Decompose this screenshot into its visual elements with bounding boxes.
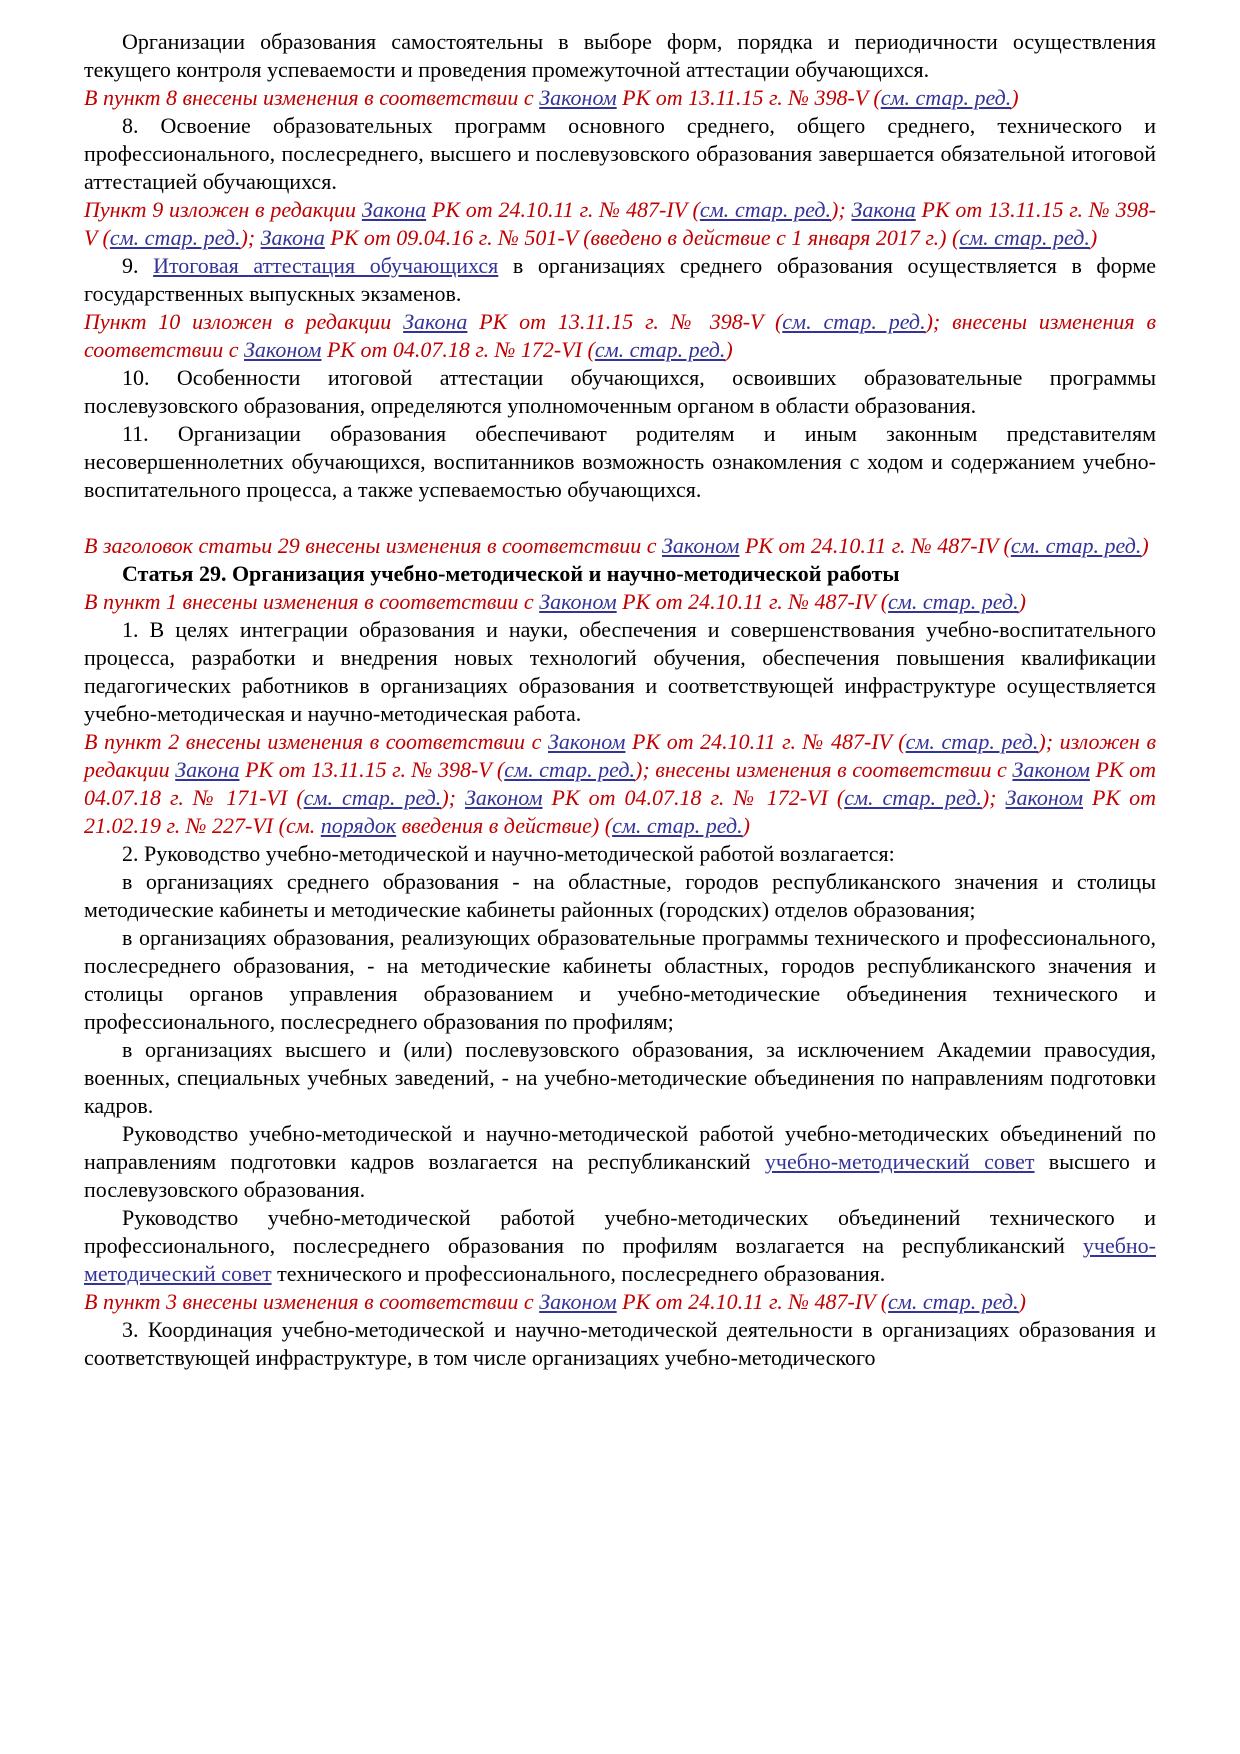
law-link[interactable]: порядок: [320, 813, 397, 838]
law-link[interactable]: Законом: [661, 533, 740, 558]
text-run: В пункт 2 внесены изменения в соответствии с: [84, 729, 548, 754]
text-run: РК от 21.02.19 г. № 227-VI (см.: [84, 785, 1157, 838]
law-link[interactable]: Законом: [465, 785, 543, 810]
text-run: ): [1089, 225, 1098, 250]
law-link[interactable]: Закона: [851, 197, 916, 222]
law-link[interactable]: Законом: [547, 729, 626, 754]
text-run: ): [1011, 85, 1019, 110]
text-run: 11. Организации образования обеспечивают родителям и иным законным представителям несовершеннолетних обучающихся, воспитанников возможность ознакомления с ходом и содержанием учебно-воспитательного процесса, а также успеваемостью обучающихся.: [84, 421, 1156, 502]
law-link[interactable]: Закона: [361, 197, 427, 222]
text-run: РК от 13.11.15 г. № 398-V (: [239, 757, 505, 782]
paragraph: [84, 1204, 1156, 1288]
law-link[interactable]: см. стар. ред.: [888, 1289, 1019, 1314]
text-run: 8. Освоение образовательных программ основного среднего, общего среднего, технического и профессионального, послесреднего, высшего и послевузовского образования завершается обязательной итоговой аттестацией обучающихся.: [84, 113, 1156, 194]
text-run: ): [742, 813, 750, 838]
amendment-note: [84, 728, 1156, 840]
law-link[interactable]: Закона: [175, 757, 240, 782]
amendment-note: [84, 532, 1156, 560]
text-run: В заголовок статьи 29 внесены изменения в соответствии с: [84, 533, 662, 558]
law-link[interactable]: Законом: [539, 589, 617, 614]
amendment-note: [84, 308, 1156, 364]
text-run: Руководство учебно-методической работой учебно-методических объединений технического и профессионального, послесреднего образования по профилям возлагается на республиканский: [84, 1205, 1156, 1258]
text-run: В пункт 3 внесены изменения в соответствии с: [84, 1289, 540, 1314]
text-run: ); внесены изменения в соответствии с: [635, 757, 1013, 782]
article-heading: [84, 560, 1156, 588]
text-run: );: [831, 197, 852, 222]
law-link[interactable]: Законом: [243, 337, 322, 362]
text-run: в организациях высшего и (или) послевузовского образования, за исключением Академии правосудия, военных, специальных учебных заведений, - на учебно-методические объединения по направлениям подготовки кадров.: [84, 1037, 1156, 1118]
text-run: ): [725, 337, 733, 362]
document-body: [84, 28, 1156, 1372]
text-run: введения в действие) (: [396, 813, 613, 838]
text-run: РК от 24.10.11 г. № 487-IV (: [616, 1289, 889, 1314]
text-run: Статья 29. Организация учебно-методической и научно-методической работы: [122, 561, 900, 586]
text-run: РК от 09.04.16 г. № 501-V (введено в действие с 1 января 2017 г.) (: [324, 225, 960, 250]
text-run: В пункт 8 внесены изменения в соответствии с: [84, 85, 540, 110]
amendment-note: [84, 588, 1156, 616]
law-link[interactable]: см. стар. ред.: [888, 589, 1019, 614]
text-run: ): [1018, 589, 1026, 614]
blank-line: [84, 504, 1156, 532]
text-run: ): [1141, 533, 1149, 558]
law-link[interactable]: Законом: [1005, 785, 1084, 810]
text-run: РК от 24.10.11 г. № 487-IV (: [426, 197, 700, 222]
text-run: в организациях среднего образования осуществляется в форме государственных выпускных экзаменов.: [84, 253, 1157, 306]
text-run: Пункт 10 изложен в редакции: [84, 309, 404, 334]
paragraph: [84, 616, 1156, 728]
law-link[interactable]: Законом: [539, 85, 617, 110]
text-run: 2. Руководство учебно-методической и научно-методической работой возлагается:: [122, 841, 895, 866]
law-link[interactable]: Итоговая аттестация обучающихся: [153, 253, 499, 278]
law-link[interactable]: см. стар. ред.: [844, 785, 982, 810]
law-link[interactable]: Законом: [539, 1289, 617, 1314]
text-run: Пункт 9 изложен в редакции: [84, 197, 362, 222]
paragraph: [84, 1120, 1156, 1204]
text-run: );: [981, 785, 1006, 810]
paragraph: [84, 420, 1156, 504]
paragraph: [84, 924, 1156, 1036]
law-link[interactable]: см. стар. ред.: [612, 813, 743, 838]
text-run: РК от 13.11.15 г. № 398-V (: [616, 85, 881, 110]
text-run: в организациях среднего образования - на областные, городов республиканского значения и столицы методические кабинеты и методические кабинеты районных (городских) отделов образования;: [84, 869, 1156, 922]
text-run: РК от 24.10.11 г. № 487-IV (: [625, 729, 906, 754]
law-link[interactable]: см. стар. ред.: [303, 785, 442, 810]
text-run: РК от 13.11.15 г. № 398-V (: [467, 309, 783, 334]
text-run: ); изложен в редакции: [84, 729, 1156, 782]
text-run: РК от 24.10.11 г. № 487-IV (: [616, 589, 889, 614]
text-run: в организациях образования, реализующих образовательные программы технического и профессионального, послесреднего образования, - на методические кабинеты областных, городов республиканского значения и столицы органов управления образованием и учебно-методические объединения технического и профессионального, послесреднего образования по профилям;: [84, 925, 1156, 1034]
law-link[interactable]: см. стар. ред.: [959, 225, 1090, 250]
law-link[interactable]: Закона: [260, 225, 325, 250]
law-link[interactable]: Законом: [1012, 757, 1090, 782]
text-run: );: [240, 225, 261, 250]
text-run: 1. В целях интеграции образования и науки, обеспечения и совершенствования учебно-воспитательного процесса, разработки и внедрения новых технологий обучения, обеспечения повышения квалификации педагогических работников в организациях образования и соответствующей инфраструктуре осуществляется учебно-методическая и научно-методическая работа.: [84, 617, 1156, 726]
amendment-note: [84, 1288, 1156, 1316]
paragraph: [84, 28, 1156, 84]
paragraph: [84, 364, 1156, 420]
amendment-note: [84, 196, 1156, 252]
law-link[interactable]: см. стар. ред.: [109, 225, 241, 250]
paragraph: [84, 1316, 1156, 1372]
text-run: РК от 04.07.18 г. № 172-VI (: [542, 785, 845, 810]
paragraph: [84, 112, 1156, 196]
text-run: РК от 04.07.18 г. № 171-VI (: [84, 757, 1157, 810]
text-run: РК от 13.11.15 г. № 398-V (: [84, 197, 1157, 250]
law-link[interactable]: см. стар. ред.: [880, 85, 1012, 110]
paragraph: [84, 868, 1156, 924]
text-run: технического и профессионального, послесреднего образования.: [271, 1261, 886, 1286]
law-link[interactable]: см. стар. ред.: [782, 309, 926, 334]
text-run: высшего и послевузовского образования.: [84, 1149, 1157, 1202]
paragraph: [84, 1036, 1156, 1120]
text-run: Руководство учебно-методической и научно-методической работой учебно-методических объединений по направлениям подготовки кадров возлагается на республиканский: [84, 1121, 1156, 1174]
text-run: РК от 24.10.11 г. № 487-IV (: [739, 533, 1011, 558]
text-run: ); внесены изменения в соответствии с: [84, 309, 1156, 362]
law-link[interactable]: учебно-методический совет: [84, 1233, 1156, 1286]
text-run: 10. Особенности итоговой аттестации обучающихся, освоивших образовательные программы послевузовского образования, определяются уполномоченным органом в области образования.: [84, 365, 1156, 418]
law-link[interactable]: см. стар. ред.: [594, 337, 726, 362]
law-link[interactable]: Закона: [403, 309, 468, 334]
text-run: );: [441, 785, 466, 810]
text-run: 3. Координация учебно-методической и научно-методической деятельности в организациях образования и соответствующей инфраструктуре, в том числе организациях учебно-методического: [84, 1317, 1156, 1370]
law-link[interactable]: см. стар. ред.: [699, 197, 832, 222]
text-run: ): [1018, 1289, 1026, 1314]
text-run: Организации образования самостоятельны в выборе форм, порядка и периодичности осуществления текущего контроля успеваемости и проведения промежуточной аттестации обучающихся.: [84, 29, 1156, 82]
text-run: 9.: [122, 253, 154, 278]
paragraph: [84, 840, 1156, 868]
law-link[interactable]: учебно-методический совет: [764, 1149, 1035, 1174]
law-link[interactable]: см. стар. ред.: [905, 729, 1039, 754]
text-run: В пункт 1 внесены изменения в соответствии с: [84, 589, 540, 614]
law-link[interactable]: см. стар. ред.: [504, 757, 636, 782]
paragraph: [84, 252, 1156, 308]
amendment-note: [84, 84, 1156, 112]
law-link[interactable]: см. стар. ред.: [1010, 533, 1142, 558]
text-run: РК от 04.07.18 г. № 172-VI (: [321, 337, 595, 362]
